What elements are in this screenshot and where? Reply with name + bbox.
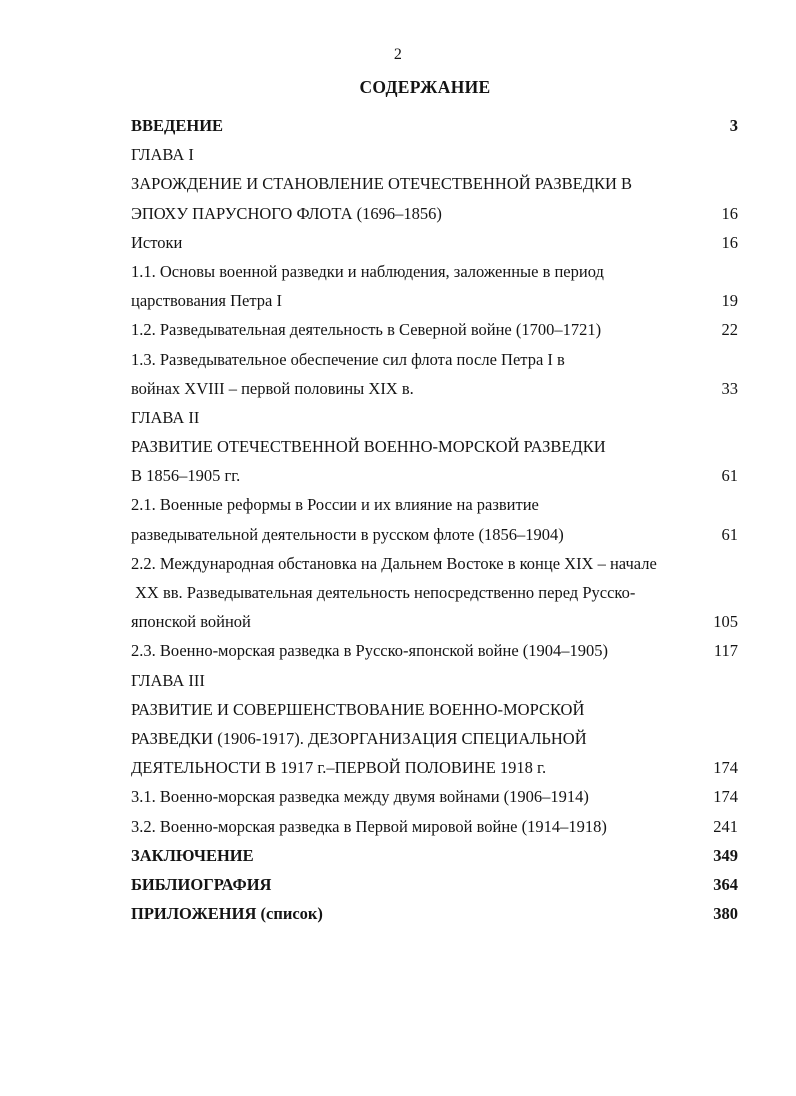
toc-entry bbox=[0, 490, 796, 519]
toc-entry bbox=[0, 841, 796, 870]
toc-entry-page-number: 19 bbox=[721, 291, 738, 311]
toc-entry-page-number: 380 bbox=[713, 904, 738, 924]
toc-entry-title: XX вв. Разведывательная деятельность непосредственно перед Русско- bbox=[135, 583, 636, 602]
toc-entry-title: 1.2. Разведывательная деятельность в Северной войне (1700–1721) bbox=[131, 320, 602, 340]
toc-entry-page-number: 33 bbox=[721, 378, 738, 398]
toc-entry-title: БИБЛИОГРАФИЯ bbox=[131, 874, 272, 894]
toc-entry-title: ЗАКЛЮЧЕНИЕ bbox=[131, 845, 254, 865]
toc-entry-page-number: 16 bbox=[721, 232, 738, 252]
toc-entry-title: В 1856–1905 гг. bbox=[131, 466, 241, 486]
toc-entry bbox=[0, 695, 796, 724]
toc-entry-title: РАЗВИТИЕ И СОВЕРШЕНСТВОВАНИЕ ВОЕННО-МОРСКОЙ bbox=[131, 699, 585, 719]
toc-entry-title: ЗАРОЖДЕНИЕ И СТАНОВЛЕНИЕ ОТЕЧЕСТВЕННОЙ РАЗВЕДКИ В bbox=[131, 174, 633, 194]
toc-entry-page-number: 349 bbox=[713, 845, 738, 865]
toc-entry-page-number: 3 bbox=[729, 116, 738, 135]
toc-entry-page-number: 61 bbox=[721, 466, 738, 486]
toc-entry-title: РАЗВИТИЕ ОТЕЧЕСТВЕННОЙ ВОЕННО-МОРСКОЙ РАЗВЕДКИ bbox=[131, 437, 606, 457]
toc-entry-title: ВВЕДЕНИЕ bbox=[131, 116, 224, 135]
table-of-contents bbox=[0, 111, 796, 928]
toc-entry-page-number: 22 bbox=[721, 320, 738, 340]
toc-entry bbox=[0, 870, 796, 899]
toc-entry-page-number: 174 bbox=[713, 758, 738, 778]
toc-entry bbox=[0, 549, 796, 578]
toc-entry bbox=[0, 520, 796, 549]
toc-entry-title: войнах XVIII – первой половины XIX в. bbox=[131, 378, 414, 398]
toc-entry-page-number: 61 bbox=[721, 524, 738, 544]
toc-entry-title: ГЛАВА III bbox=[131, 670, 205, 690]
toc-entry bbox=[0, 812, 796, 841]
toc-entry-page-number: 174 bbox=[713, 787, 738, 807]
page-number: 2 bbox=[393, 46, 403, 63]
toc-entry-title: 2.2. Международная обстановка на Дальнем Востоке в конце XIX – начале bbox=[131, 553, 657, 573]
toc-entry-page-number: 117 bbox=[713, 641, 738, 661]
toc-entry-title: 3.1. Военно-морская разведка между двумя войнами (1906–1914) bbox=[131, 787, 589, 807]
page-title: СОДЕРЖАНИЕ bbox=[359, 77, 491, 97]
toc-entry bbox=[0, 345, 796, 374]
toc-entry bbox=[0, 140, 796, 169]
toc-entry bbox=[0, 315, 796, 344]
toc-entry-page-number: 16 bbox=[721, 203, 738, 223]
toc-entry-page-number: 241 bbox=[713, 816, 738, 836]
toc-entry bbox=[0, 169, 796, 198]
toc-entry bbox=[0, 257, 796, 286]
toc-entry bbox=[0, 899, 796, 928]
toc-entry bbox=[0, 199, 796, 228]
toc-entry bbox=[0, 724, 796, 753]
toc-entry-title: ГЛАВА I bbox=[131, 145, 194, 165]
toc-entry-title: царствования Петра I bbox=[131, 291, 282, 311]
toc-entry-title: разведывательной деятельности в русском флоте (1856–1904) bbox=[131, 524, 564, 544]
toc-entry-title: Истоки bbox=[131, 232, 183, 252]
toc-entry-title: ДЕЯТЕЛЬНОСТИ В 1917 г.–ПЕРВОЙ ПОЛОВИНЕ 1918 г. bbox=[131, 758, 547, 778]
toc-entry bbox=[0, 286, 796, 315]
toc-entry-title: ПРИЛОЖЕНИЯ (список) bbox=[131, 904, 323, 924]
toc-entry bbox=[0, 403, 796, 432]
toc-entry-title: ГЛАВА II bbox=[131, 407, 200, 427]
toc-entry-title: 1.1. Основы военной разведки и наблюдения, заложенные в период bbox=[131, 261, 604, 281]
toc-entry bbox=[0, 228, 796, 257]
toc-entry bbox=[0, 432, 796, 461]
toc-entry-page-number: 364 bbox=[713, 874, 738, 894]
toc-entry-title: японской войной bbox=[131, 612, 251, 632]
toc-entry bbox=[0, 111, 796, 140]
toc-entry bbox=[0, 753, 796, 782]
toc-entry bbox=[0, 782, 796, 811]
toc-entry-title: РАЗВЕДКИ (1906-1917). ДЕЗОРГАНИЗАЦИЯ СПЕЦИАЛЬНОЙ bbox=[131, 728, 587, 748]
toc-entry-title: 2.3. Военно-морская разведка в Русско-японской войне (1904–1905) bbox=[131, 641, 609, 661]
toc-entry-title: 3.2. Военно-морская разведка в Первой мировой войне (1914–1918) bbox=[131, 816, 607, 836]
toc-entry bbox=[0, 578, 796, 607]
toc-entry-title: 2.1. Военные реформы в России и их влияние на развитие bbox=[131, 495, 539, 515]
toc-entry bbox=[0, 461, 796, 490]
toc-entry bbox=[0, 374, 796, 403]
toc-entry-title: 1.3. Разведывательное обеспечение сил флота после Петра I в bbox=[131, 349, 565, 369]
toc-entry bbox=[0, 607, 796, 636]
toc-entry-page-number: 105 bbox=[713, 612, 738, 632]
toc-entry bbox=[0, 666, 796, 695]
toc-entry bbox=[0, 636, 796, 665]
toc-entry-title: ЭПОХУ ПАРУСНОГО ФЛОТА (1696–1856) bbox=[131, 203, 442, 223]
